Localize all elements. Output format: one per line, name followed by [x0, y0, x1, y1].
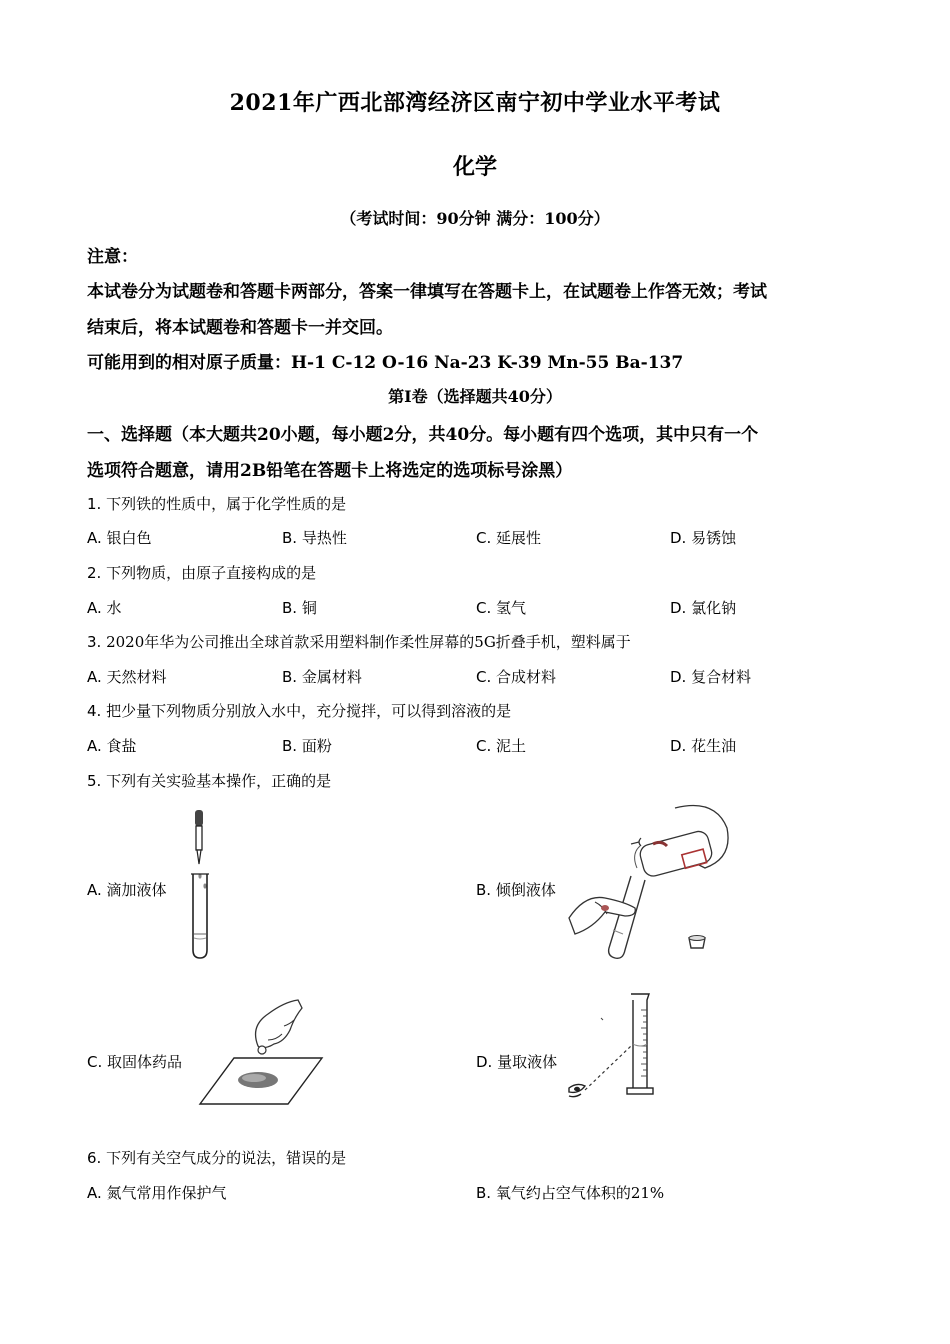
question-stem: 2020年华为公司推出全球首款采用塑料制作柔性屏幕的5G折叠手机，塑料属于 — [106, 633, 631, 651]
option-b: B. 导热性 — [282, 529, 347, 547]
question-number: 4. — [87, 702, 102, 720]
question-2 — [87, 562, 867, 583]
option-d: D. 量取液体 — [476, 1053, 558, 1071]
option-d: D. 氯化钠 — [670, 599, 737, 617]
notice-line-1: 本试卷分为试题卷和答题卡两部分，答案一律填写在答题卡上，在试题卷上作答无效；考试 — [87, 282, 767, 302]
subject-title: 化学 — [452, 154, 497, 180]
exam-title: 2021年广西北部湾经济区南宁初中学业水平考试 — [229, 90, 721, 116]
notice-label: 注意： — [87, 247, 138, 267]
question-4 — [87, 700, 867, 721]
question-1 — [87, 493, 867, 514]
question-number: 6. — [87, 1149, 102, 1167]
question-stem: 把少量下列物质分别放入水中，充分搅拌，可以得到溶液的是 — [106, 702, 512, 720]
graduated-cylinder-illustration — [565, 990, 675, 1106]
option-d: D. 花生油 — [670, 737, 737, 755]
question-5 — [87, 770, 867, 791]
part1-title: 第Ⅰ卷（选择题共40分） — [388, 387, 562, 406]
option-b: B. 倾倒液体 — [476, 881, 556, 899]
question-6-options — [87, 1182, 867, 1206]
question-2-options — [87, 597, 867, 621]
option-a: A. 银白色 — [87, 529, 152, 547]
option-b: B. 铜 — [282, 599, 317, 617]
option-a: A. 滴加液体 — [87, 881, 167, 899]
solid-reagent-illustration — [198, 996, 324, 1108]
dropper-test-tube-illustration — [185, 808, 225, 964]
option-b: B. 氧气约占空气体积的21% — [476, 1184, 665, 1202]
pouring-liquid-illustration — [565, 798, 735, 964]
option-d: D. 易锈蚀 — [670, 529, 737, 547]
option-c: C. 泥土 — [476, 737, 527, 755]
question-stem: 下列铁的性质中，属于化学性质的是 — [106, 495, 347, 513]
question-stem: 下列物质，由原子直接构成的是 — [106, 564, 317, 582]
question-3 — [87, 631, 867, 652]
option-a: A. 氮气常用作保护气 — [87, 1184, 227, 1202]
option-a: A. 天然材料 — [87, 668, 167, 686]
option-a: A. 水 — [87, 599, 122, 617]
section-instructions-2: 选项符合题意，请用2B铅笔在答题卡上将选定的选项标号涂黑） — [87, 461, 573, 481]
atomic-mass-line: 可能用到的相对原子质量：H-1 C-12 O-16 Na-23 K-39 Mn-55 Ba-137 — [87, 353, 684, 373]
question-3-options — [87, 666, 867, 690]
option-c: C. 合成材料 — [476, 668, 557, 686]
option-b: B. 金属材料 — [282, 668, 362, 686]
question-6 — [87, 1147, 867, 1168]
section-instructions-1: 一、选择题（本大题共20小题，每小题2分，共40分。每小题有四个选项，其中只有一个 — [87, 425, 759, 445]
question-stem: 下列有关实验基本操作，正确的是 — [106, 772, 332, 790]
question-number: 2. — [87, 564, 102, 582]
question-number: 1. — [87, 495, 102, 513]
option-a: A. 食盐 — [87, 737, 137, 755]
option-d: D. 复合材料 — [670, 668, 752, 686]
notice-line-2: 结束后，将本试题卷和答题卡一并交回。 — [87, 318, 393, 338]
question-number: 3. — [87, 633, 102, 651]
option-b: B. 面粉 — [282, 737, 332, 755]
question-1-options — [87, 527, 867, 551]
option-c: C. 取固体药品 — [87, 1053, 183, 1071]
option-c: C. 延展性 — [476, 529, 542, 547]
exam-info: （考试时间：90分钟 满分：100分） — [340, 209, 610, 228]
option-c: C. 氢气 — [476, 599, 527, 617]
question-number: 5. — [87, 772, 102, 790]
question-stem: 下列有关空气成分的说法，错误的是 — [106, 1149, 347, 1167]
question-4-options — [87, 735, 867, 759]
